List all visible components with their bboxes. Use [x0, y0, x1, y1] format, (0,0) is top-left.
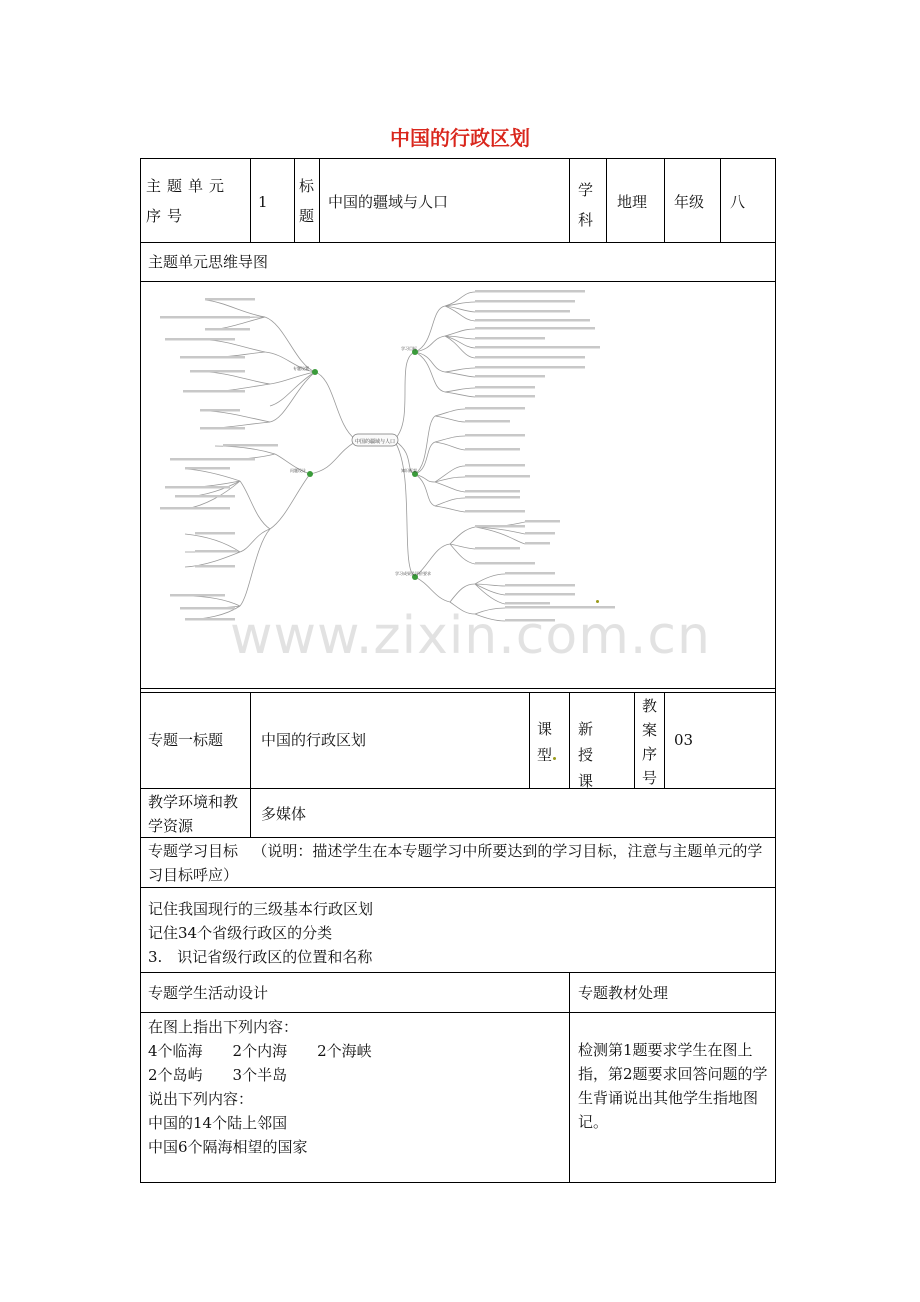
- lesson-type-label: 课型: [537, 720, 553, 764]
- mindmap-branch-topics: 专题设置: [293, 366, 309, 371]
- lesson-type: 新授课: [578, 720, 606, 790]
- subject-value: 地理: [617, 193, 648, 211]
- goals-list: [148, 897, 768, 969]
- mindmap-branch-questions: 问题设计: [290, 468, 306, 473]
- material-text: 检测第1题要求学生在图上指，第2题要求回答问题的学生背诵说出其他学生指地图记。: [578, 1041, 768, 1131]
- unit-number-label: 主题单元序号: [146, 177, 231, 225]
- goals-note: （说明：描述学生在本专题学习中所要达到的学习目标，注意与主题单元的学习目标呼应）: [148, 842, 763, 884]
- unit-title: 中国的疆域与人口: [328, 193, 449, 211]
- activity-line: 4个临海 2个内海 2个海峡: [148, 1042, 372, 1060]
- watermark: www.zixin.com.cn: [230, 606, 711, 666]
- activity-line: 说出下列内容：: [148, 1090, 254, 1108]
- material-label: 专题教材处理: [578, 984, 669, 1002]
- mindmap-branch-goals: 学习目标: [401, 346, 417, 351]
- goal-item: 记住34个省级行政区的分类: [148, 924, 333, 942]
- title-label: 标题: [299, 177, 315, 225]
- goal-item: 3. 识记省级行政区的位置和名称: [148, 948, 373, 966]
- grade-label: 年级: [674, 193, 705, 211]
- environment-label: 教学环境和教学资源: [148, 793, 239, 835]
- mindmap-label: 主题单元思维导图: [148, 253, 269, 271]
- environment-value: 多媒体: [261, 805, 307, 823]
- goals-label: 专题学习目标: [148, 842, 239, 860]
- topic-title-label: 专题一标题: [148, 731, 224, 749]
- mindmap-branch-evaluation: 学习成果及评价要求: [395, 571, 431, 576]
- decorative-dot: [553, 757, 556, 760]
- activity-content: [148, 1015, 563, 1159]
- mindmap-branch-framework: 知识框架: [401, 468, 417, 473]
- topic-title: 中国的行政区划: [261, 731, 367, 749]
- decorative-dot: [596, 600, 599, 603]
- goals-header: [148, 839, 770, 887]
- grade-value: 八: [730, 193, 746, 211]
- activity-line: 中国6个隔海相望的国家: [148, 1138, 308, 1156]
- activity-line: 2个岛屿 3个半岛: [148, 1066, 288, 1084]
- page-title: 中国的行政区划: [390, 126, 530, 150]
- activity-label: 专题学生活动设计: [148, 984, 269, 1002]
- activity-line: 中国的14个陆上邻国: [148, 1114, 288, 1132]
- goal-item: 记住我国现行的三级基本行政区划: [148, 900, 374, 918]
- plan-number-label: 教案序号: [642, 697, 658, 787]
- mindmap-center-label: 中国的疆域与人口: [354, 439, 396, 445]
- plan-number: 03: [674, 731, 694, 749]
- subject-label: 学科: [578, 181, 594, 229]
- unit-number: 1: [258, 193, 268, 211]
- activity-line: 在图上指出下列内容：: [148, 1018, 299, 1036]
